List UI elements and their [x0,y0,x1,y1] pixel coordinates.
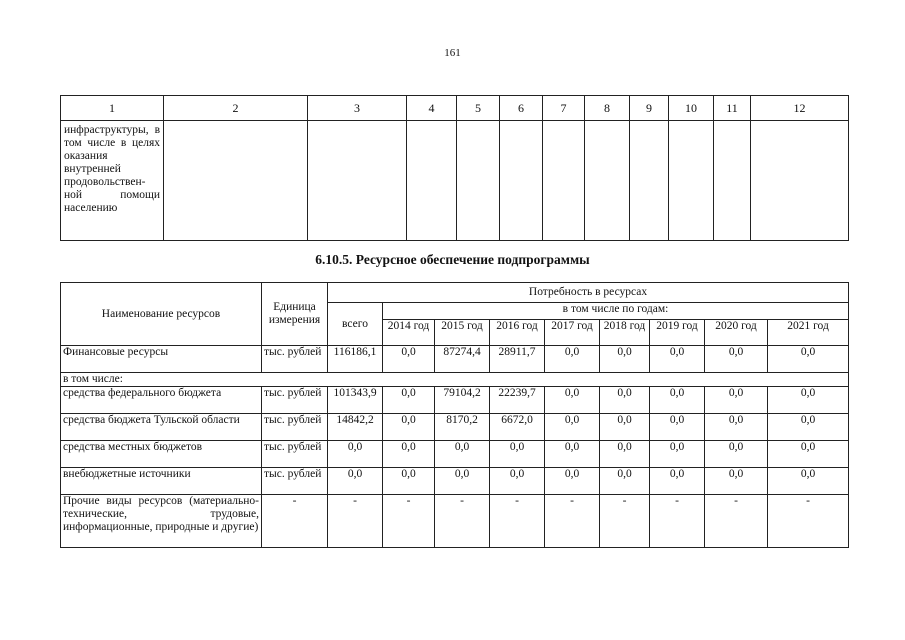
col-num: 2 [164,96,308,121]
row-value: 0,0 [545,346,600,373]
header-year: 2021 год [768,320,849,346]
continuation-table [60,95,849,241]
row-total: 14842,2 [328,414,383,441]
row-value: 0,0 [383,414,435,441]
row-value: 0,0 [650,346,705,373]
col-num: 7 [543,96,585,121]
row-value: - [383,495,435,548]
row-value: - [490,495,545,548]
row-value: 0,0 [490,468,545,495]
row-value: 0,0 [545,468,600,495]
row-value: 0,0 [383,441,435,468]
row-value: 0,0 [650,441,705,468]
row-total: 0,0 [328,468,383,495]
row-value: 0,0 [705,346,768,373]
col-num: 4 [407,96,457,121]
row-value: 0,0 [705,414,768,441]
row-value: 8170,2 [435,414,490,441]
header-year: 2016 год [490,320,545,346]
row-value: 0,0 [768,346,849,373]
row-unit: тыс. рублей [262,468,328,495]
row-value: 0,0 [600,387,650,414]
row-value: 0,0 [705,468,768,495]
row-value: 0,0 [650,387,705,414]
row-name: в том числе: [61,373,849,387]
col-num: 12 [751,96,849,121]
row-value: 0,0 [545,414,600,441]
row-value: 0,0 [650,468,705,495]
col-num: 5 [457,96,500,121]
row-value: 0,0 [768,441,849,468]
col-num: 1 [61,96,164,121]
col-num: 11 [714,96,751,121]
page-number: 161 [444,47,461,59]
header-unit: Единица измерения [262,283,328,346]
header-year: 2018 год [600,320,650,346]
row-name: Финансовые ресурсы [61,346,262,373]
table-row [61,387,849,414]
row-value: - [435,495,490,548]
row-name: средства местных бюджетов [61,441,262,468]
row-value: 28911,7 [490,346,545,373]
header-year: 2015 год [435,320,490,346]
row-value: 79104,2 [435,387,490,414]
section-title: 6.10.5. Ресурсное обеспечение подпрограммы [315,252,590,267]
row-value: 0,0 [383,346,435,373]
table-cell: инфраструктуры, в том числе в целях оказания внутренней продовольствен-ной помощи населению [61,121,164,241]
table-row [61,121,849,241]
table-row [61,495,849,548]
row-value: 0,0 [545,387,600,414]
row-value: 0,0 [490,441,545,468]
row-unit: тыс. рублей [262,441,328,468]
header-total: всего [328,303,383,346]
row-name: Прочие виды ресурсов (материально-технические, трудовые, информационные, природные и другие) [61,495,262,548]
row-total: 0,0 [328,441,383,468]
header-year: 2019 год [650,320,705,346]
row-value: 0,0 [435,468,490,495]
row-value: 22239,7 [490,387,545,414]
row-unit: - [262,495,328,548]
col-num: 8 [585,96,630,121]
row-name: средства федерального бюджета [61,387,262,414]
row-name: средства бюджета Тульской области [61,414,262,441]
row-value: 0,0 [768,414,849,441]
row-name: внебюджетные источники [61,468,262,495]
header-resource-name: Наименование ресурсов [61,283,262,346]
row-value: - [650,495,705,548]
row-value: - [768,495,849,548]
row-value: - [600,495,650,548]
row-unit: тыс. рублей [262,414,328,441]
header-years-group: в том числе по годам: [383,303,849,320]
row-value: 0,0 [768,387,849,414]
table-row [61,373,849,387]
row-unit: тыс. рублей [262,387,328,414]
row-value: 0,0 [705,387,768,414]
table-row [61,468,849,495]
row-value: - [705,495,768,548]
table-row [61,346,849,373]
row-value: 0,0 [705,441,768,468]
row-value: 0,0 [650,414,705,441]
row-value: 0,0 [383,468,435,495]
row-value: 0,0 [545,441,600,468]
row-value: 87274,4 [435,346,490,373]
resource-table [60,282,849,548]
row-value: 6672,0 [490,414,545,441]
row-value: 0,0 [600,468,650,495]
col-num: 3 [308,96,407,121]
header-year: 2020 год [705,320,768,346]
row-value: - [545,495,600,548]
col-num: 10 [669,96,714,121]
header-need: Потребность в ресурсах [328,283,849,303]
header-year: 2014 год [383,320,435,346]
row-value: 0,0 [768,468,849,495]
header-year: 2017 год [545,320,600,346]
row-unit: тыс. рублей [262,346,328,373]
row-value: 0,0 [600,441,650,468]
row-value: 0,0 [383,387,435,414]
table-row [61,414,849,441]
row-value: 0,0 [435,441,490,468]
row-total: - [328,495,383,548]
column-number-row [61,96,849,121]
col-num: 6 [500,96,543,121]
row-total: 101343,9 [328,387,383,414]
row-value: 0,0 [600,414,650,441]
row-value: 0,0 [600,346,650,373]
row-total: 116186,1 [328,346,383,373]
col-num: 9 [630,96,669,121]
table-row [61,441,849,468]
